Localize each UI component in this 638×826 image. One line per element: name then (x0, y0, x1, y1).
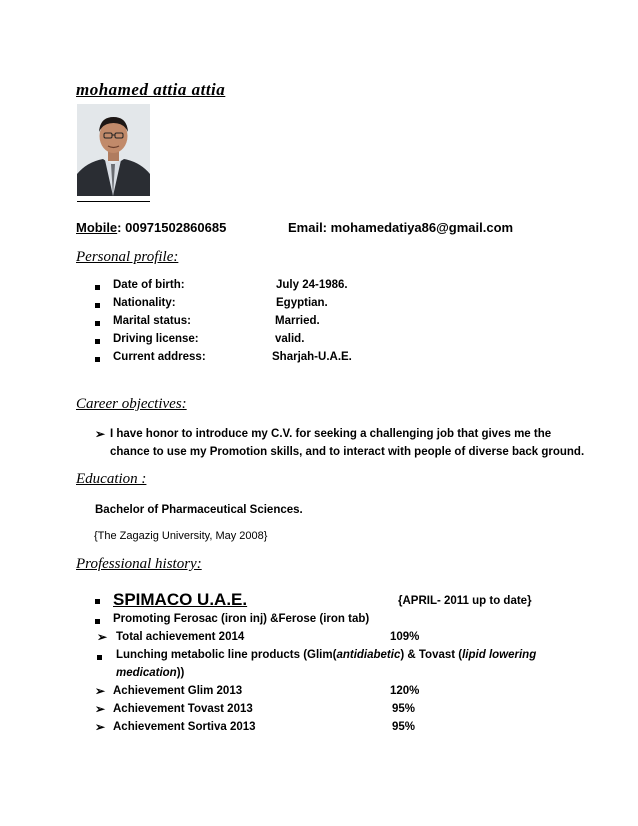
arrow-bullet-icon: ➢ (95, 427, 106, 441)
achievement-label: Achievement Glim 2013 (113, 685, 243, 697)
lunching-text: ) & Tovast ( (400, 649, 463, 661)
photo-underline (77, 201, 150, 202)
achievement-label: Achievement Tovast 2013 (113, 703, 253, 715)
arrow-bullet-icon: ➢ (97, 630, 108, 644)
professional-history-heading: Professional history: (76, 556, 202, 572)
portrait-image (77, 104, 150, 196)
education-detail: {The Zagazig University, May 2008} (94, 530, 268, 542)
profile-value: Sharjah-U.A.E. (272, 351, 352, 363)
total-achievement-label: Total achievement 2014 (116, 631, 245, 643)
mobile-line (76, 220, 226, 235)
career-objectives-heading: Career objectives: (76, 396, 187, 412)
profile-label: Date of birth: (113, 279, 185, 291)
mobile-value: : 00971502860685 (117, 220, 227, 235)
achievement-value: 95% (392, 703, 416, 715)
bullet-icon (95, 285, 100, 290)
profile-label: Marital status: (113, 315, 191, 327)
arrow-bullet-icon: ➢ (95, 702, 106, 716)
email-line: Email: mohamedatiya86@gmail.com (288, 220, 514, 235)
career-objective-line: I have honor to introduce my C.V. for seeking a challenging job that gives me the (110, 428, 552, 440)
education-heading: Education : (76, 471, 147, 487)
bullet-icon (95, 303, 100, 308)
mobile-label: Mobile (76, 220, 118, 235)
achievement-value: 95% (392, 721, 416, 733)
bullet-icon (95, 599, 100, 604)
bullet-icon (97, 655, 102, 660)
profile-label: Driving license: (113, 333, 199, 345)
lunching-line-cont (116, 667, 184, 679)
achievement-value: 120% (390, 685, 420, 697)
career-objective-line: chance to use my Promotion skills, and to interact with people of diverse back ground. (110, 446, 585, 458)
lunching-text: Lunching metabolic line products (Glim( (116, 649, 337, 661)
education-degree: Bachelor of Pharmaceutical Sciences. (95, 504, 303, 516)
candidate-name: mohamed attia attia (76, 80, 226, 99)
personal-profile-heading: Personal profile: (76, 249, 179, 265)
bullet-icon (95, 321, 100, 326)
lunching-text: )) (176, 667, 185, 679)
profile-value: July 24-1986. (276, 279, 348, 291)
promotion-line: Promoting Ferosac (iron inj) &Ferose (iron tab) (113, 613, 370, 625)
arrow-bullet-icon: ➢ (95, 720, 106, 734)
profile-photo (77, 104, 150, 196)
company-period: {APRIL- 2011 up to date} (398, 595, 532, 607)
lunching-text-italic: antidiabetic (336, 649, 401, 661)
bullet-icon (95, 339, 100, 344)
profile-label: Current address: (113, 351, 206, 363)
arrow-bullet-icon: ➢ (95, 684, 106, 698)
profile-value: Egyptian. (276, 297, 328, 309)
profile-label: Nationality: (113, 297, 176, 309)
lunching-text-italic: lipid lowering (462, 649, 537, 661)
lunching-line (116, 649, 536, 661)
bullet-icon (95, 357, 100, 362)
total-achievement-value: 109% (390, 631, 420, 643)
lunching-text-italic: medication (116, 667, 177, 679)
achievement-label: Achievement Sortiva 2013 (113, 721, 256, 733)
profile-value: valid. (275, 333, 305, 345)
bullet-icon (95, 619, 100, 624)
profile-value: Married. (275, 315, 320, 327)
company-name: SPIMACO U.A.E. (113, 590, 248, 609)
